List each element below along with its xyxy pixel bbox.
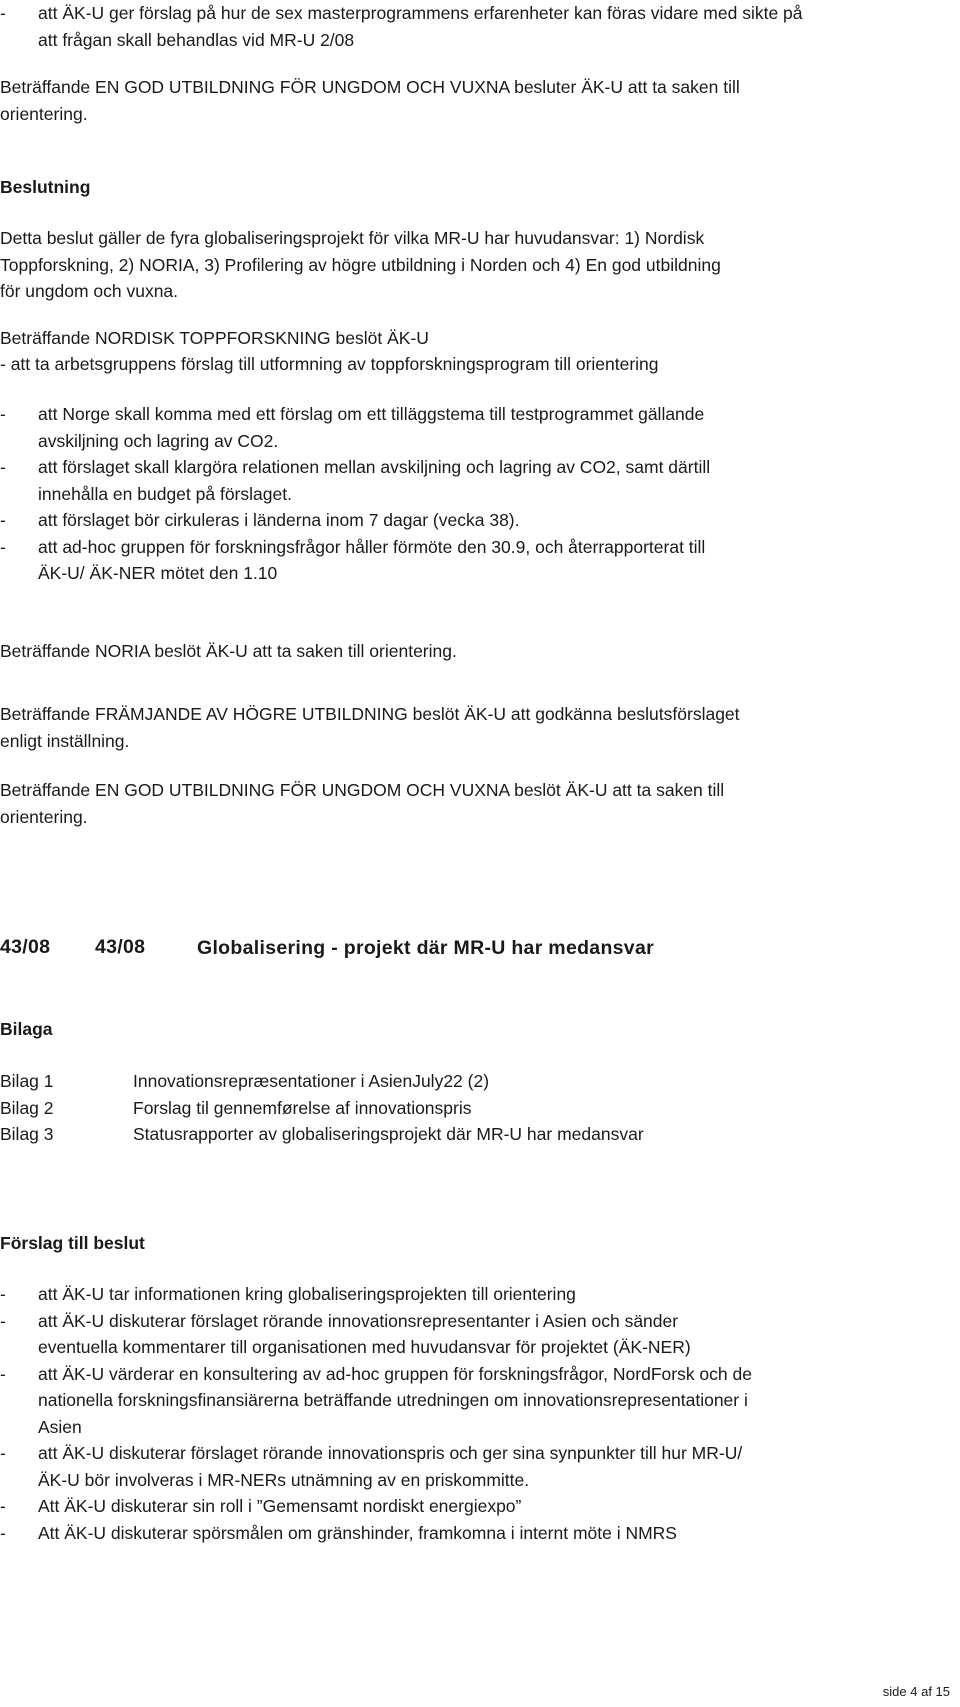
list-item-text: att ÄK-U ger förslag på hur de sex masterprogrammens erfarenheter kan föras vidare med sikte på att frågan skall behandlas vid MR-U 2/08 <box>38 3 803 50</box>
bilag-label: Bilag 2 <box>0 1097 54 1118</box>
list-item <box>0 1281 760 1308</box>
list-dash: - <box>0 510 6 530</box>
page-number: side 4 af 15 <box>882 1684 950 1699</box>
list-item <box>0 1520 760 1547</box>
beslutning-heading: Beslutning <box>0 177 91 197</box>
list-item-text: att Norge skall komma med ett förslag om ett tilläggstema till testprogrammet gällande avskiljning och lagring av CO2. <box>38 404 705 451</box>
list-dash: - <box>0 1443 6 1463</box>
list-item-text: att ad-hoc gruppen för forskningsfrågor håller förmöte den 30.9, och återrapporterat till ÄK-U/ ÄK-NER mötet den 1.10 <box>38 536 706 583</box>
list-dash: - <box>0 3 6 23</box>
bilag-label: Bilag 1 <box>0 1071 54 1091</box>
bilaga-list <box>0 1068 700 1148</box>
list-item <box>0 1361 760 1441</box>
section-number: 43/08 <box>0 936 51 958</box>
list-dash: - <box>0 1284 6 1304</box>
nordisk-list <box>0 401 730 587</box>
list-item-text: att förslaget bör cirkuleras i länderna inom 7 dagar (vecka 38). <box>38 510 520 530</box>
forslag-list <box>0 1281 760 1546</box>
list-item-text: Att ÄK-U diskuterar spörsmålen om gränshinder, framkomna i internt möte i NMRS <box>38 1522 677 1543</box>
bilag-text: Statusrapporter av globaliseringsprojekt där MR-U har medansvar <box>133 1124 644 1144</box>
list-dash: - <box>0 1522 6 1543</box>
bilag-text: Innovationsrepræsentationer i AsienJuly22 (2) <box>133 1071 490 1091</box>
list-item-text: Att ÄK-U diskuterar sin roll i ”Gemensamt nordiskt energiexpo” <box>38 1496 522 1516</box>
nordisk-intro: Beträffande NORDISK TOPPFORSKNING beslöt ÄK-U <box>0 328 429 348</box>
list-dash: - <box>0 457 6 477</box>
nordisk-line1: - att ta arbetsgruppens förslag till utformning av toppforskningsprogram till orientering <box>0 354 659 374</box>
list-item <box>0 401 730 454</box>
list-item <box>0 507 730 534</box>
list-item <box>0 1493 760 1520</box>
section-title: Globalisering - projekt där MR-U har medansvar <box>197 937 654 959</box>
list-item <box>0 454 730 507</box>
list-dash: - <box>0 1496 6 1516</box>
list-dash: - <box>0 536 6 557</box>
list-item-text: att ÄK-U tar informationen kring globaliseringsprojekten till orientering <box>38 1284 576 1304</box>
section-heading <box>0 934 700 961</box>
list-item <box>0 1308 760 1361</box>
list-item-text: att förslaget skall klargöra relationen mellan avskiljning och lagring av CO2, samt därtill innehålla en budget på förslaget. <box>38 457 711 504</box>
list-item <box>0 1121 700 1148</box>
paragraph-en-god-besluter: Beträffande EN GOD UTBILDNING FÖR UNGDOM OCH VUXNA besluter ÄK-U att ta saken till orientering. <box>0 77 740 124</box>
list-item <box>0 534 730 587</box>
framjande-paragraph: Beträffande FRÄMJANDE AV HÖGRE UTBILDNING beslöt ÄK-U att godkänna beslutsförslaget enligt inställning. <box>0 704 740 751</box>
list-item <box>0 1068 700 1095</box>
list-item-text: att ÄK-U diskuterar förslaget rörande innovationsrepresentanter i Asien och sänder eventuella kommentarer till organisationen med huvudansvar för projektet (ÄK-NER) <box>38 1310 691 1357</box>
list-dash: - <box>0 404 6 424</box>
section-number-repeat: 43/08 <box>95 936 146 958</box>
bilaga-heading: Bilaga <box>0 1019 53 1039</box>
list-dash: - <box>0 1363 6 1384</box>
en-god-paragraph: Beträffande EN GOD UTBILDNING FÖR UNGDOM OCH VUXNA beslöt ÄK-U att ta saken till orientering. <box>0 780 725 827</box>
beslutning-paragraph: Detta beslut gäller de fyra globaliseringsprojekt för vilka MR-U har huvudansvar: 1) Nordisk Toppforskning, 2) NORIA, 3) Profilering av högre utbildning i Norden och 4) En god utbildning för ungdom och vuxna. <box>0 228 721 301</box>
noria-paragraph: Beträffande NORIA beslöt ÄK-U att ta saken till orientering. <box>0 641 457 661</box>
forslag-heading: Förslag till beslut <box>0 1233 145 1253</box>
top-dash-item <box>0 0 820 53</box>
list-item-text: att ÄK-U värderar en konsultering av ad-hoc gruppen för forskningsfrågor, NordForsk och de nationella forskningsfinansiärerna beträffande utredningen om innovationsrepresentationer i Asien <box>38 1363 752 1437</box>
list-item <box>0 1095 700 1122</box>
bilag-label: Bilag 3 <box>0 1124 54 1144</box>
list-dash: - <box>0 1310 6 1331</box>
bilag-text: Forslag til gennemførelse af innovationspris <box>133 1097 472 1118</box>
list-item <box>0 1440 760 1493</box>
list-item-text: att ÄK-U diskuterar förslaget rörande innovationspris och ger sina synpunkter till hur MR-U/ÄK-U bör involveras i MR-NERs utnämning av en priskommitte. <box>38 1443 743 1490</box>
